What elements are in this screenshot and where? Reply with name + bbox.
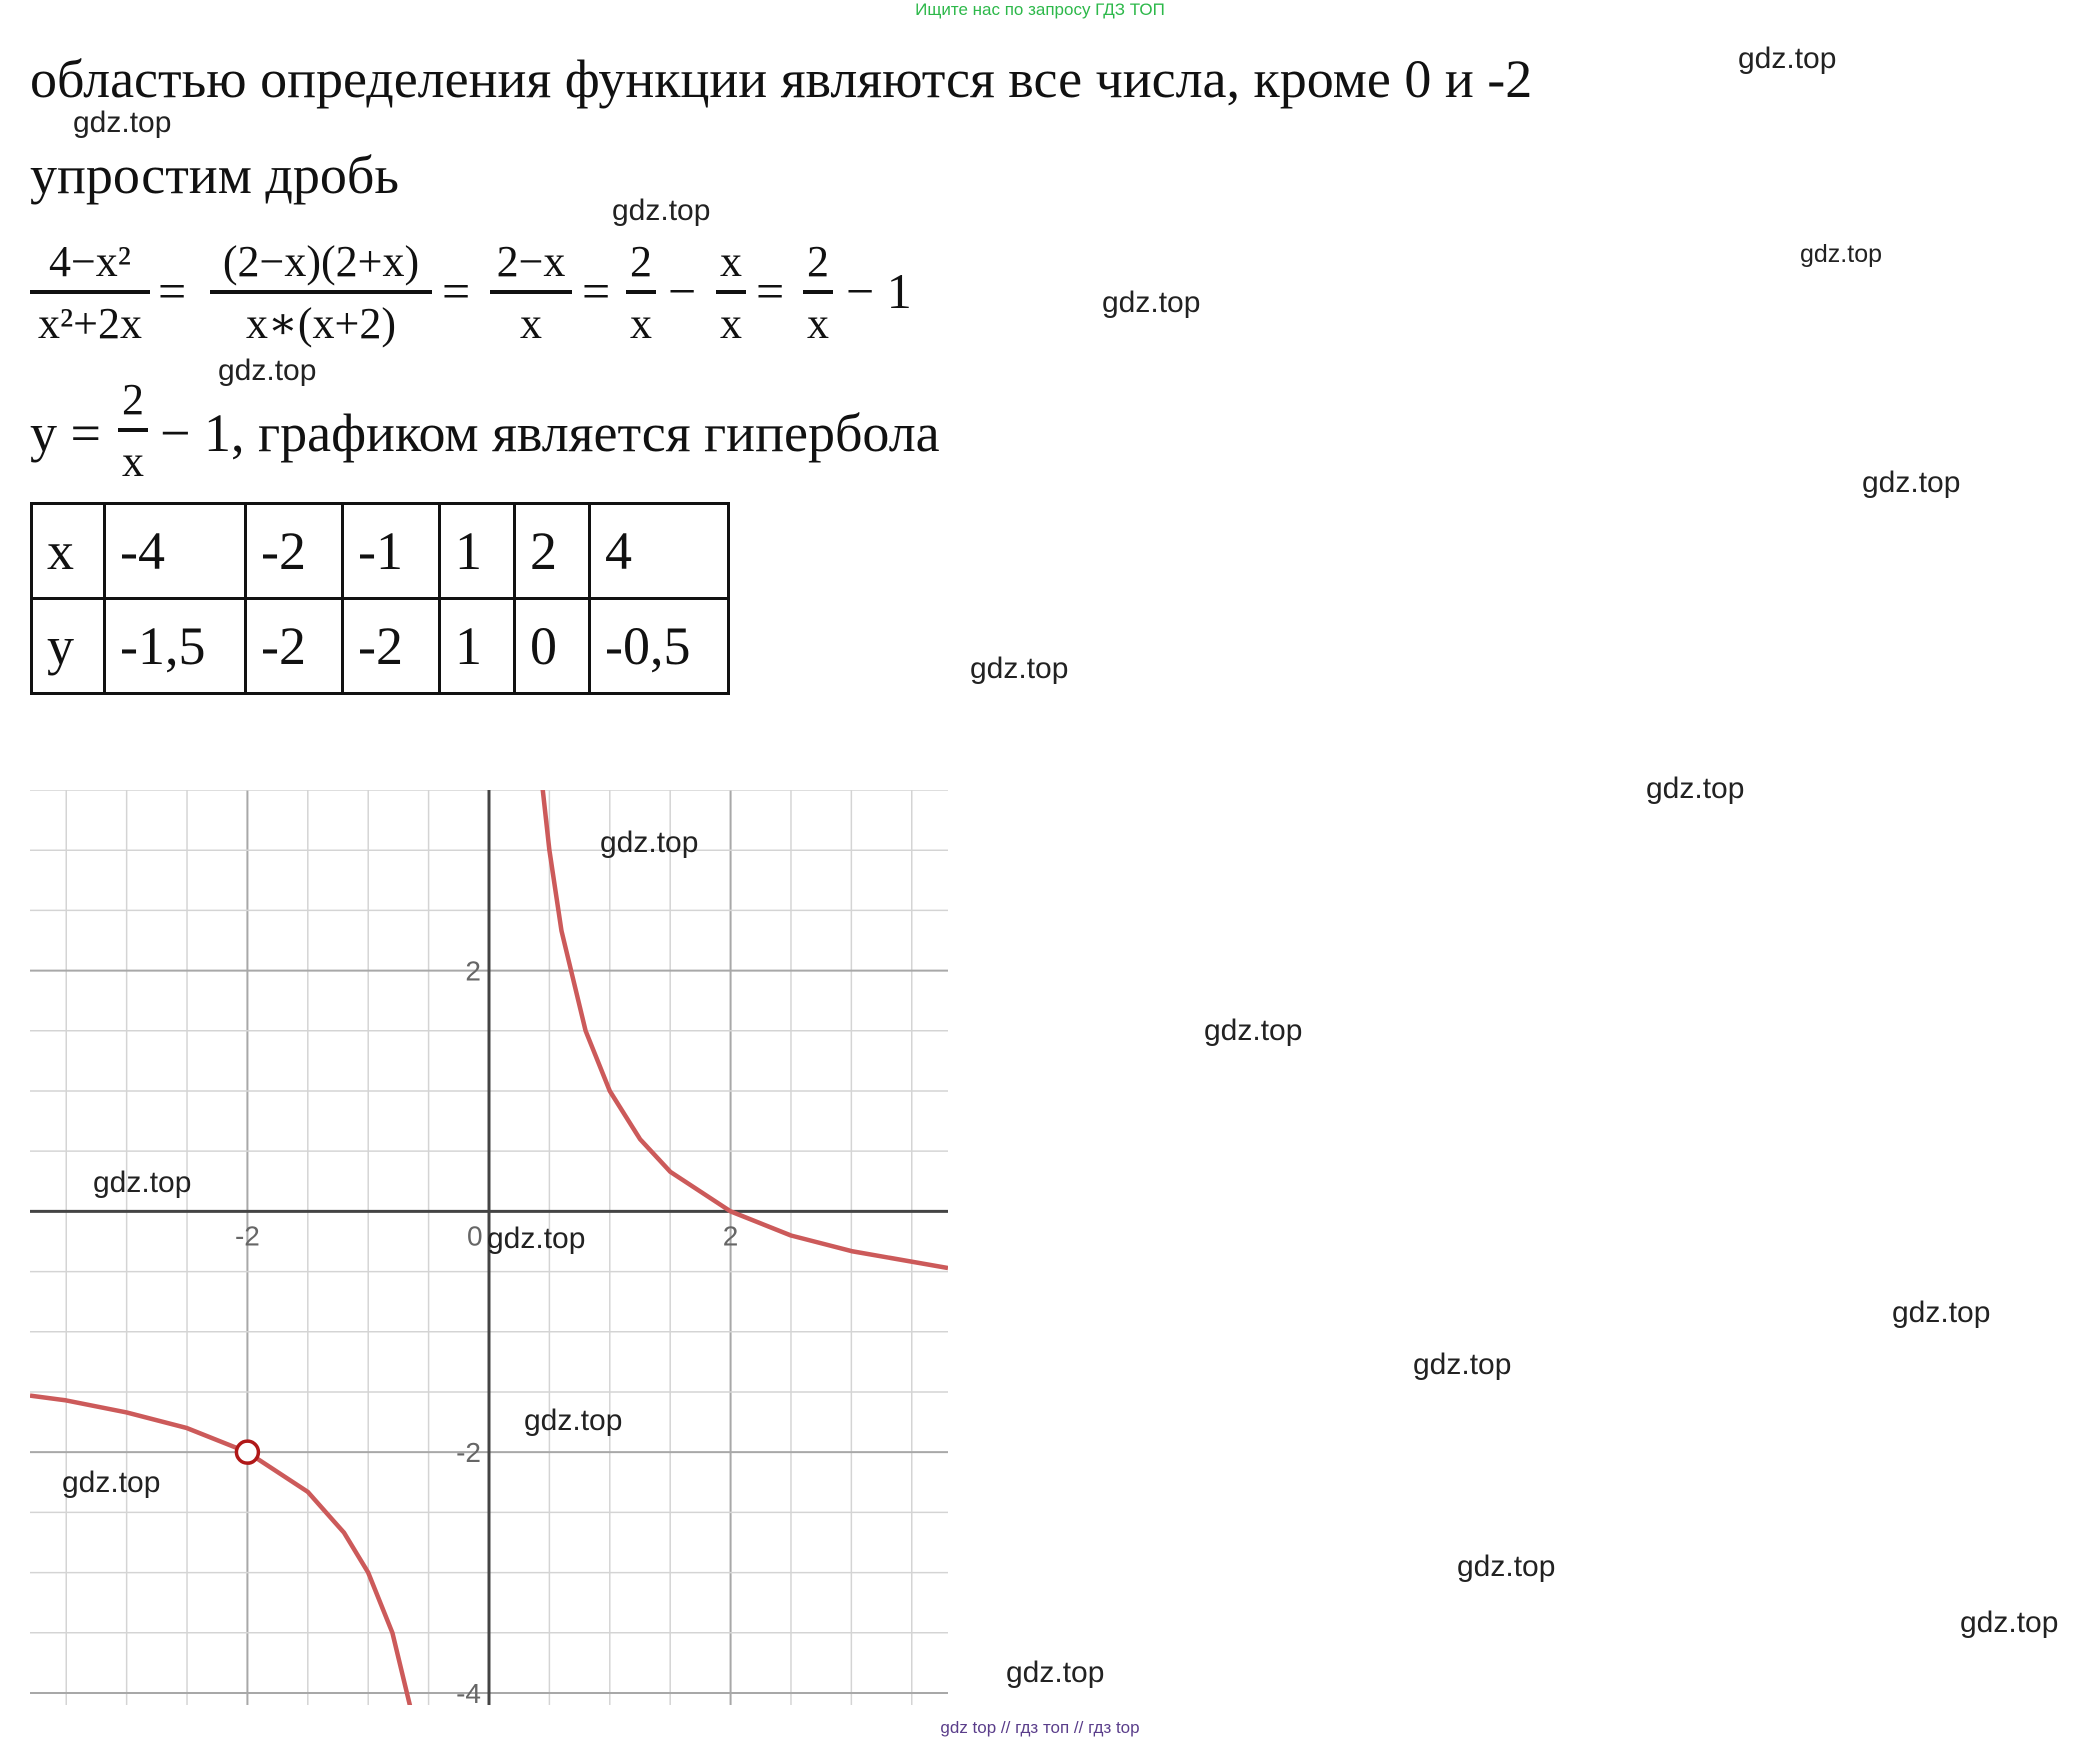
table-cell: -0,5 [590,599,729,694]
fraction-bar [30,290,150,294]
watermark: gdz.top [1960,1606,2059,1639]
fraction-denominator: x [520,299,542,348]
hyperbola-branch-left [30,1396,417,1705]
fraction-bar [210,290,432,294]
table-cell: -2 [343,599,440,694]
watermark: gdz.top [1102,286,1201,319]
y-equals: y = [30,403,101,463]
y-tick-label: -2 [456,1437,481,1469]
watermark: gdz.top [487,1222,586,1255]
fraction-result [803,237,833,348]
table-cell: 1 [440,599,515,694]
watermark: gdz.top [93,1166,192,1199]
fraction-two-over-x [626,237,656,348]
fraction-factored [210,237,432,348]
fraction-numerator: 2 [630,237,652,286]
watermark: gdz.top [1892,1296,1991,1329]
table-cell: -1 [343,504,440,599]
fraction-denominator: x [807,299,829,348]
fraction-denominator: x [630,299,652,348]
fraction-bar [803,290,833,294]
x-tick-label: 2 [722,1220,739,1252]
watermark: gdz.top [73,106,172,139]
fraction-denominator: x [122,437,144,486]
table-cell: 2 [515,504,590,599]
simplify-heading: упростим дробь [30,145,399,205]
fraction-original [30,237,150,348]
equals-sign: = [756,263,785,319]
fraction-denominator: x²+2x [37,299,142,348]
table-row-x [32,504,729,599]
x-tick-label: -2 [234,1220,260,1252]
top-banner: Ищите нас по запросу ГДЗ ТОП [915,0,1165,19]
table-cell: -2 [246,599,343,694]
fraction-x-over-x [716,237,746,348]
fraction-numerator: 2 [807,237,829,286]
table-cell: y [32,599,105,694]
function-description: − 1, графиком является гипербола [160,403,940,463]
fraction-numerator: 4−x² [48,237,131,286]
watermark: gdz.top [1457,1550,1556,1583]
fraction-denominator: x [720,299,742,348]
fraction-bar [716,290,746,294]
watermark: gdz.top [1800,240,1883,268]
equals-sign: = [442,263,471,319]
watermark: gdz.top [1862,466,1961,499]
watermark: gdz.top [218,354,317,387]
values-table [30,502,730,695]
y-tick-label: -4 [456,1677,481,1705]
fraction-numerator: x [720,237,742,286]
watermark: gdz.top [1204,1014,1303,1047]
table-row-y [32,599,729,694]
table-cell: 1 [440,504,515,599]
watermark: gdz.top [1738,42,1837,75]
table-cell: -1,5 [105,599,246,694]
watermark: gdz.top [1006,1656,1105,1689]
tick-labels [235,956,738,1705]
equals-sign: = [158,263,187,319]
watermark: gdz.top [970,652,1069,685]
table-cell: 0 [515,599,590,694]
watermark: gdz.top [1646,772,1745,805]
hyperbola-branch-right [542,790,948,1268]
fraction-denominator: x∗(x+2) [245,299,397,348]
function-fraction [118,375,148,486]
fraction-bar [490,290,572,294]
y-tick-label: 2 [465,955,481,987]
table-cell: -4 [105,504,246,599]
watermark: gdz.top [612,194,711,227]
excluded-point-marker [236,1441,258,1463]
fraction-bar [118,428,148,432]
fraction-bar [626,290,656,294]
watermark: gdz.top [1413,1348,1512,1381]
watermark: gdz.top [600,826,699,859]
fraction-numerator: (2−x)(2+x) [222,237,420,286]
domain-statement: областью определения функции являются все числа, кроме 0 и -2 [30,49,1533,109]
fraction-reduced [490,237,572,348]
minus-one: − 1 [846,263,912,319]
watermark: gdz.top [524,1404,623,1437]
equals-sign: = [582,263,611,319]
table-cell: 4 [590,504,729,599]
watermark: gdz.top [62,1466,161,1499]
fraction-numerator: 2 [122,375,144,424]
minus-sign: − [668,263,697,319]
bottom-banner: gdz top // гдз топ // гдз top [940,1718,1140,1737]
table-cell: -2 [246,504,343,599]
fraction-numerator: 2−x [496,237,566,286]
table-cell: x [32,504,105,599]
x-tick-label: 0 [467,1220,483,1252]
